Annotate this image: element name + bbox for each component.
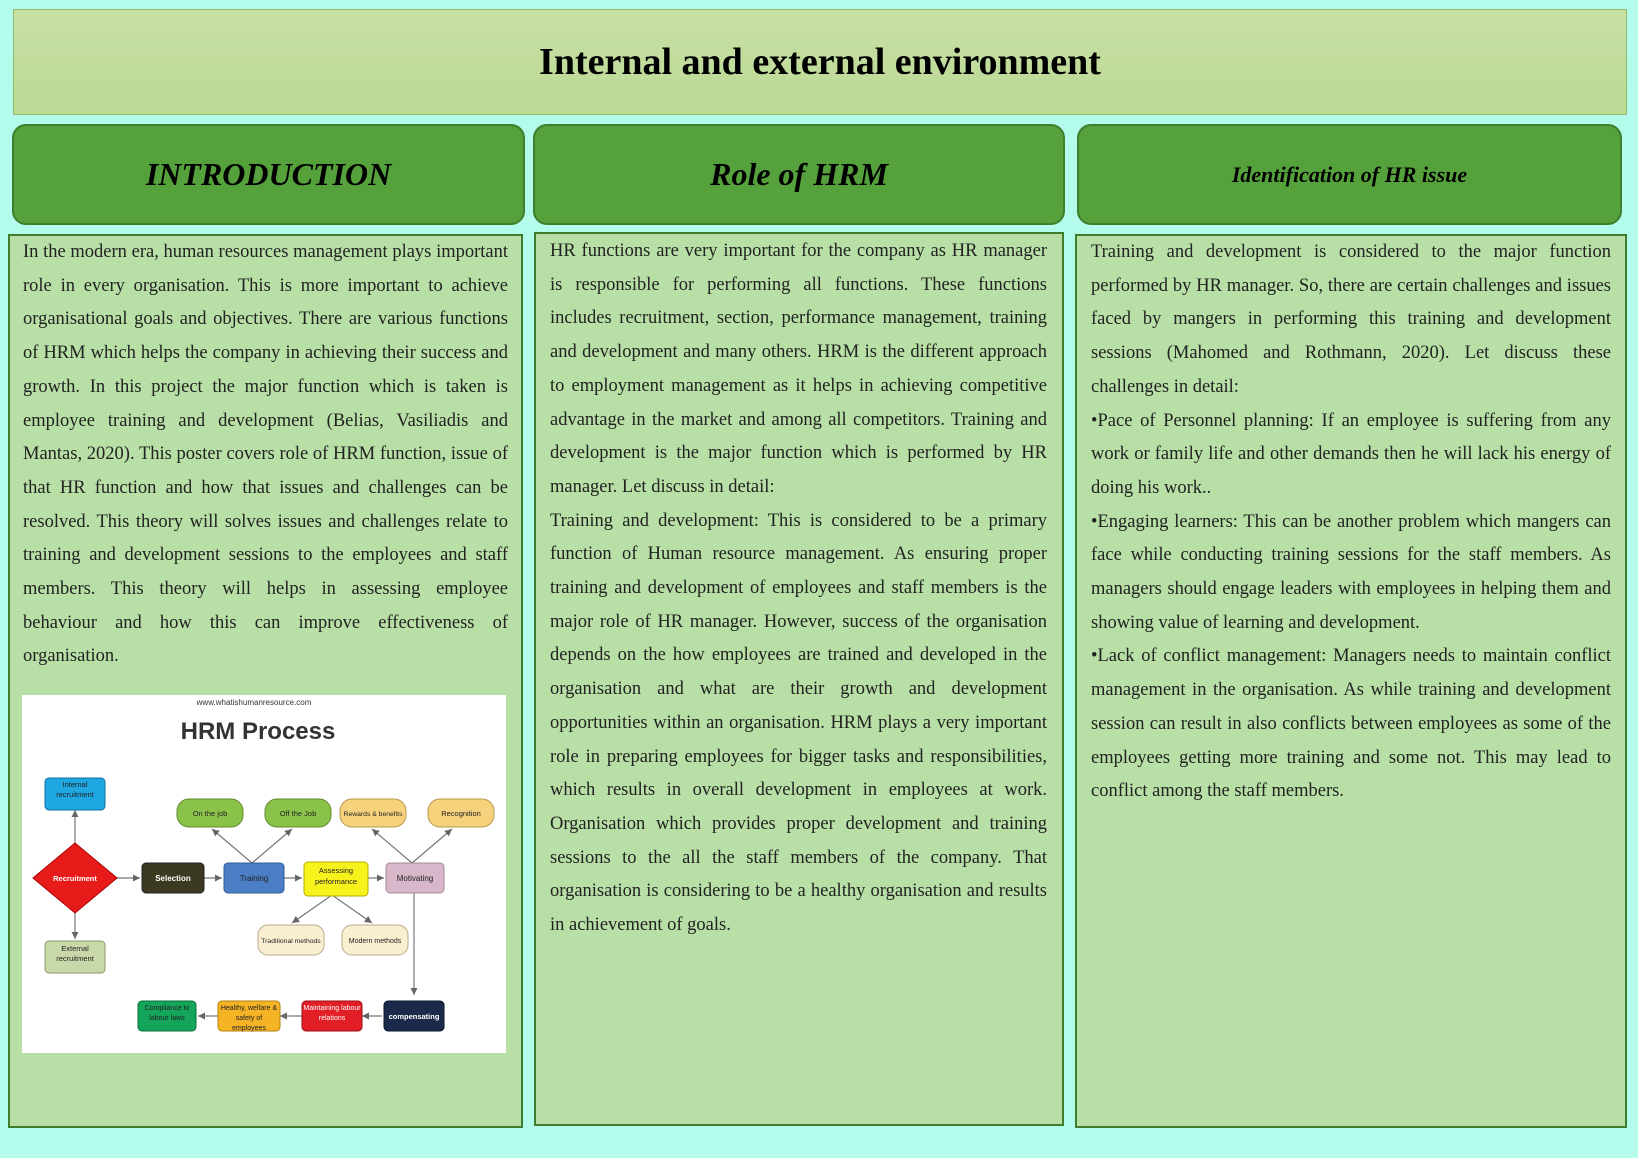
issue-bullet-1: •Pace of Personnel planning: If an employee is suffering from any work or family life and other demands then he will lack his energy of doing his work.. xyxy=(1091,410,1611,498)
svg-text:compensating: compensating xyxy=(388,1012,440,1021)
issue-bullet-3: •Lack of conflict management: Managers needs to maintain conflict management in the organisation. As while training and development session can result in also conflicts between employees as some of the employees getting more training and some not. This may lead to conflict among the staff members. xyxy=(1091,646,1611,802)
node-external: External recruitment xyxy=(45,941,105,974)
title-banner xyxy=(13,9,1627,115)
node-assessing: Assessing performance xyxy=(304,862,368,896)
node-recruitment xyxy=(33,843,117,913)
issue-header xyxy=(1077,124,1622,225)
role-text xyxy=(550,235,1047,943)
diagram-source: www.whatishumanresource.com xyxy=(196,698,312,707)
role-paragraph-2: Training and development: This is considered to be a primary function of Human resource management. As ensuring proper training and development of employees and staff members is the major role of HR manager. However, success of the organisation depends on the how employees are trained and developed in the organisation and what are their growth and development opportunities within an organisation. HRM plays a very important role in preparing employees for bigger tasks and responsibilities, which results in overall development in employees at work. Organisation which provides proper development and training sessions to the all the staff members of the company. That organisation is considering to be a healthy organisation and results in achievement of goals. xyxy=(550,510,1047,936)
node-internal: Internal recruitment xyxy=(45,778,105,810)
intro-text xyxy=(23,236,508,674)
node-labour: Maintaining labour relations xyxy=(302,1001,362,1032)
node-rewards xyxy=(340,799,406,827)
svg-text:Motivating: Motivating xyxy=(396,874,434,883)
issue-heading: Identification of HR issue xyxy=(1231,161,1468,187)
issue-bullet-2: •Engaging learners: This can be another problem which mangers can face while conducting training sessions for the staff members. As managers should engage leaders with employees in helping them and showing value of learning and development. xyxy=(1091,511,1611,633)
node-compliance: Compliance to labour laws xyxy=(138,1001,196,1032)
issue-paragraph-1: Training and development is considered to the major function performed by HR manager. So, there are certain challenges and issues faced by mangers in performing this training and development sessions (Mahomed and Rothmann, 2020). Let discuss these challenges in detail: xyxy=(1091,242,1611,397)
role-paragraph-1: HR functions are very important for the company as HR manager is responsible for performing all functions. These functions includes recruitment, section, performance management, training and development and many others. HRM is the different approach to employment management as it helps in achieving competitive advantage in the market and among all competitors. Training and development is the major function which is performed by HR manager. Let discuss in detail: xyxy=(550,241,1047,497)
node-recognition xyxy=(428,799,494,827)
diagram-title: HRM Process xyxy=(180,718,336,745)
page-title: Internal and external environment xyxy=(539,41,1101,83)
intro-header xyxy=(12,124,525,225)
role-heading: Role of HRM xyxy=(710,156,888,192)
svg-text:Recognition: Recognition xyxy=(441,809,481,818)
node-modern xyxy=(342,925,408,955)
svg-text:Selection: Selection xyxy=(155,874,191,883)
issue-text xyxy=(1091,236,1611,809)
role-header xyxy=(533,124,1065,225)
node-selection xyxy=(142,863,204,893)
svg-text:Recruitment: Recruitment xyxy=(53,874,97,883)
svg-text:Modern methods: Modern methods xyxy=(348,938,402,945)
node-compensating xyxy=(384,1001,444,1031)
node-traditional xyxy=(258,925,324,955)
node-offjob xyxy=(265,799,331,827)
svg-text:On the job: On the job xyxy=(192,809,228,818)
svg-text:Off the Job: Off the Job xyxy=(279,809,317,818)
node-motivating xyxy=(386,863,444,893)
node-training xyxy=(224,863,284,893)
node-health: Healthy, welfare & safety of employees xyxy=(218,1001,280,1032)
node-onjob xyxy=(177,799,243,827)
svg-text:Rewards & benefits: Rewards & benefits xyxy=(343,811,403,818)
intro-heading: INTRODUCTION xyxy=(145,156,392,192)
svg-text:Traditional methods: Traditional methods xyxy=(261,938,321,945)
hrm-process-diagram xyxy=(22,695,506,1053)
intro-paragraph: In the modern era, human resources management plays important role in every organisation. This is more important to achieve organisational goals and objectives. There are various functions of HRM which helps the company in achieving their success and growth. In this project the major function which is taken is employee training and development (Belias, Vasiliadis and Mantas, 2020). This poster covers role of HRM function, issue of that HR function and how that issues and challenges can be resolved. This theory will solves issues and challenges relate to training and development sessions to the employees and staff members. This theory will helps in assessing employee behaviour and how this can improve effectiveness of organisation. xyxy=(23,242,508,667)
svg-text:Training: Training xyxy=(239,874,269,883)
